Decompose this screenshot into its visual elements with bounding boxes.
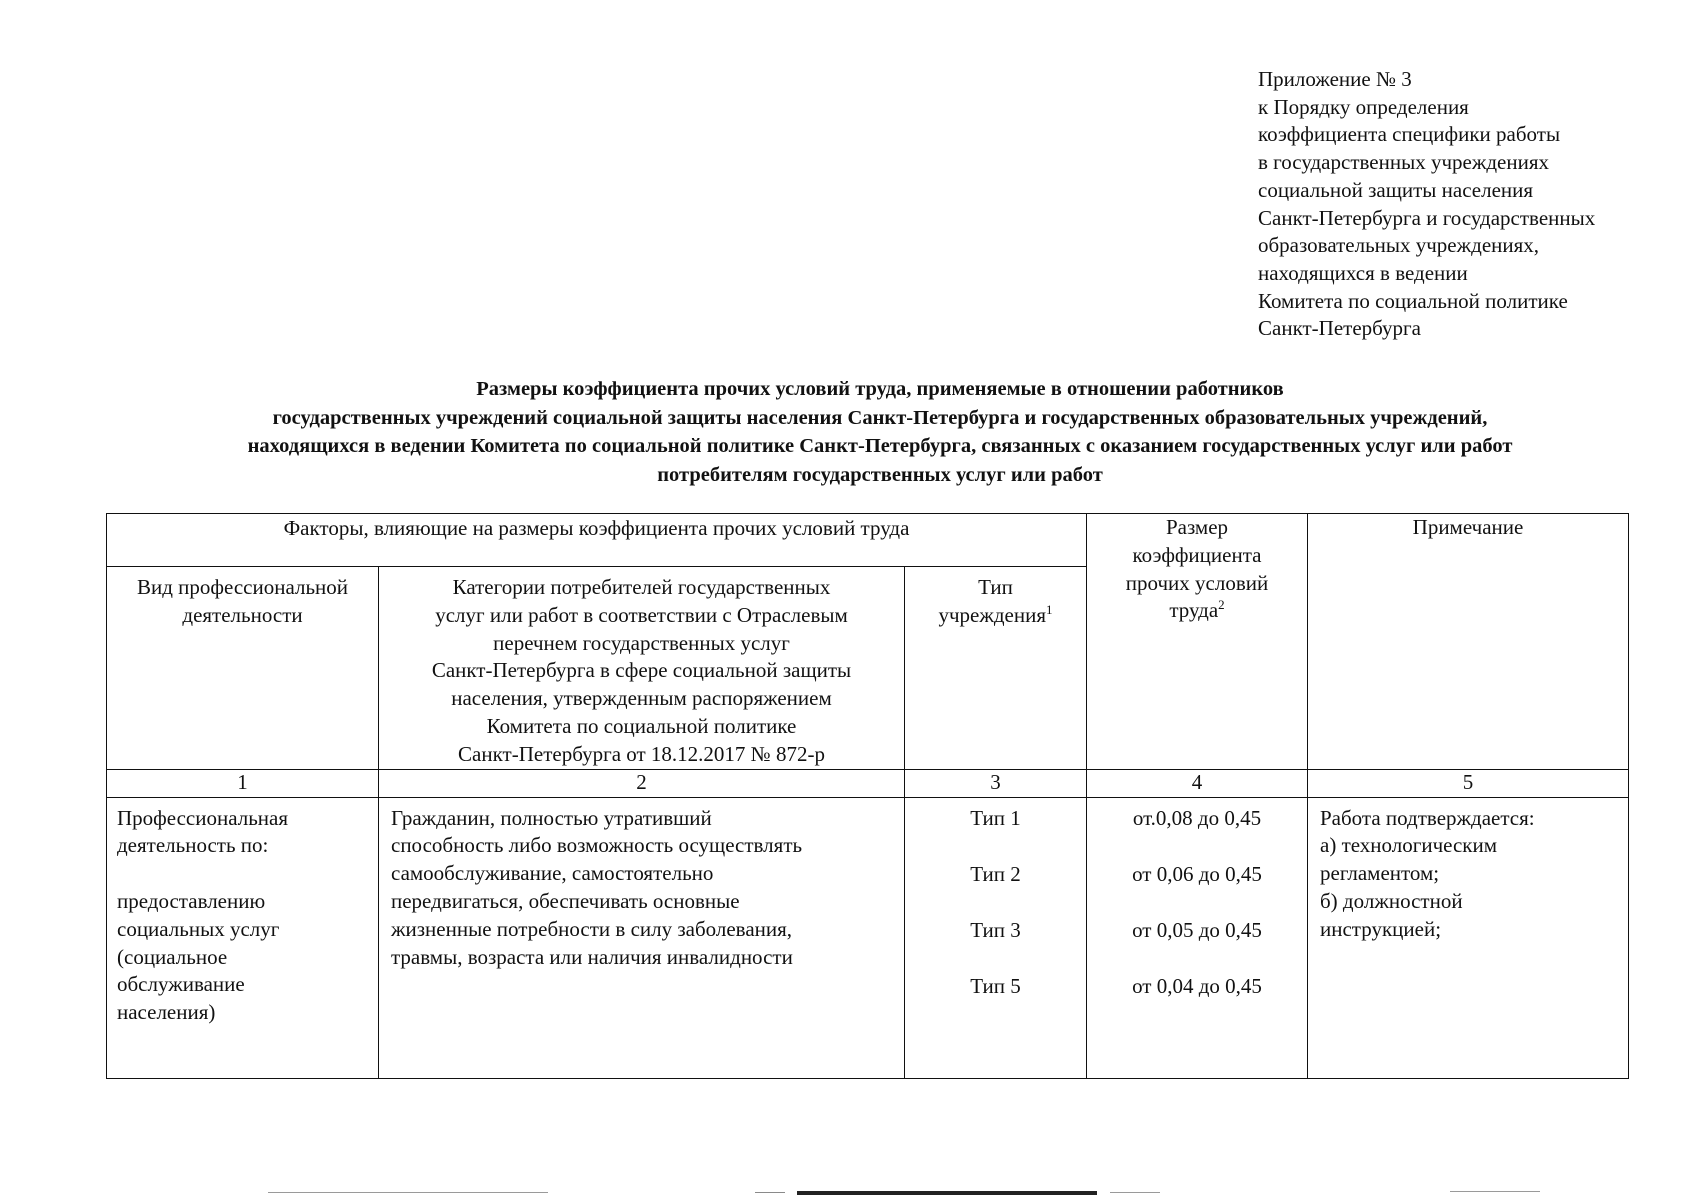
type-spacer xyxy=(905,944,1086,972)
appendix-line: Комитета по социальной политике xyxy=(1258,288,1568,313)
title-line: Размеры коэффициента прочих условий труда, применяемые в отношении работников xyxy=(476,378,1284,400)
activity-line: обслуживание xyxy=(117,972,245,997)
header-factors-cell xyxy=(107,514,1087,567)
header-activity-line: Вид профессиональной xyxy=(136,575,349,599)
scan-mark xyxy=(797,1191,1097,1195)
activity-line: населения) xyxy=(117,1000,216,1025)
column-number-row xyxy=(107,769,1629,797)
appendix-line: к Порядку определения xyxy=(1258,94,1469,119)
activity-cell xyxy=(107,797,379,1078)
header-type-line: Тип xyxy=(978,575,1013,599)
activity-gap xyxy=(117,860,378,888)
coefficient-spacer xyxy=(1087,944,1307,972)
table-row xyxy=(107,797,1629,1078)
header-type-word: учреждения xyxy=(938,602,1047,627)
header-categories-line: Санкт-Петербурга в сфере социальной защиты xyxy=(431,658,852,683)
scan-mark xyxy=(268,1192,548,1193)
column-number: 2 xyxy=(379,769,905,797)
note-line: инструкцией; xyxy=(1320,916,1442,941)
category-line: передвигаться, обеспечивать основные xyxy=(391,888,740,913)
appendix-line: Санкт-Петербурга xyxy=(1258,316,1421,341)
footnote-2-marker: 2 xyxy=(1218,597,1225,613)
category-line: способность либо возможность осуществлять xyxy=(391,833,803,858)
category-cell xyxy=(379,797,905,1078)
note-line: регламентом; xyxy=(1320,861,1440,886)
note-line: Работа подтверждается: xyxy=(1320,805,1535,830)
type-spacer xyxy=(905,888,1086,916)
type-cell xyxy=(905,797,1087,1078)
column-number: 4 xyxy=(1087,769,1308,797)
header-activity-line: деятельности xyxy=(182,602,303,627)
appendix-line: социальной защиты населения xyxy=(1258,177,1534,202)
scan-mark xyxy=(755,1192,785,1193)
type-value: Тип 3 xyxy=(970,917,1021,942)
header-coefficient-word: труда xyxy=(1169,598,1219,623)
scan-mark xyxy=(1450,1191,1540,1192)
title-line: государственных учреждений социальной защиты населения Санкт-Петербурга и государственных образовательных учреждений, xyxy=(272,406,1488,429)
coefficient-spacer xyxy=(1087,888,1307,916)
appendix-line: образовательных учреждениях, xyxy=(1258,233,1540,258)
appendix-line: Санкт-Петербурга и государственных xyxy=(1258,205,1596,230)
coefficient-value: от.0,08 до 0,45 xyxy=(1132,805,1262,830)
coefficient-table xyxy=(106,513,1629,1079)
title-line: находящихся в ведении Комитета по социальной политике Санкт-Петербурга, связанных с оказанием государственных услуг или работ xyxy=(247,435,1513,457)
header-categories-line: Категории потребителей государственных xyxy=(452,575,831,599)
type-value: Тип 2 xyxy=(970,861,1021,886)
appendix-line: Приложение № 3 xyxy=(1258,67,1412,91)
header-coefficient-line: прочих условий xyxy=(1125,570,1269,595)
column-number: 1 xyxy=(107,769,379,797)
note-line: б) должностной xyxy=(1320,888,1463,913)
header-type-line-last xyxy=(905,602,1086,630)
category-line: жизненные потребности в силу заболевания, xyxy=(391,916,793,941)
header-coefficient-line-last xyxy=(1087,597,1307,625)
activity-line: (социальное xyxy=(117,944,228,969)
header-coefficient-cell xyxy=(1087,514,1308,770)
footnote-1-marker: 1 xyxy=(1046,601,1053,617)
activity-line: предоставлению xyxy=(117,888,266,913)
category-line: травмы, возраста или наличия инвалидности xyxy=(391,944,793,969)
title-line: потребителям государственных услуг или работ xyxy=(657,463,1103,486)
coefficient-value: от 0,06 до 0,45 xyxy=(1132,861,1262,886)
header-categories-line: Санкт-Петербурга от 18.12.2017 № 872-р xyxy=(458,741,825,766)
type-value: Тип 5 xyxy=(970,973,1021,998)
header-coefficient-line: Размер xyxy=(1165,515,1229,539)
type-value: Тип 1 xyxy=(970,805,1021,830)
header-note-text: Примечание xyxy=(1412,515,1524,539)
category-line: самообслуживание, самостоятельно xyxy=(391,861,714,886)
header-type-cell xyxy=(905,567,1087,770)
type-spacer xyxy=(905,832,1086,860)
coefficient-value: от 0,04 до 0,45 xyxy=(1132,973,1262,998)
coefficient-cell xyxy=(1087,797,1308,1078)
appendix-block xyxy=(1258,66,1595,343)
column-number: 5 xyxy=(1308,769,1629,797)
scan-artifacts xyxy=(0,1188,1696,1200)
coefficient-value: от 0,05 до 0,45 xyxy=(1132,917,1262,942)
note-line: а) технологическим xyxy=(1320,833,1498,858)
header-activity-cell xyxy=(107,567,379,770)
activity-line: социальных услуг xyxy=(117,916,280,941)
header-categories-cell xyxy=(379,567,905,770)
category-line: Гражданин, полностью утративший xyxy=(391,805,712,830)
note-cell xyxy=(1308,797,1629,1078)
header-coefficient-line: коэффициента xyxy=(1132,542,1262,567)
scan-mark xyxy=(1110,1192,1160,1193)
activity-line: Профессиональная xyxy=(117,805,289,830)
appendix-line: находящихся в ведении xyxy=(1258,260,1468,285)
coefficient-spacer xyxy=(1087,832,1307,860)
header-categories-line: населения, утвержденным распоряжением xyxy=(451,686,832,711)
activity-line: деятельность по: xyxy=(117,833,269,858)
header-categories-line: Комитета по социальной политике xyxy=(486,713,797,738)
header-categories-line: перечнем государственных услуг xyxy=(493,630,790,655)
column-number: 3 xyxy=(905,769,1087,797)
appendix-line: в государственных учреждениях xyxy=(1258,150,1549,175)
header-row-1 xyxy=(107,514,1629,567)
appendix-line: коэффициента специфики работы xyxy=(1258,122,1561,147)
header-factors-text: Факторы, влияющие на размеры коэффициента прочих условий труда xyxy=(283,516,910,540)
document-title xyxy=(100,375,1660,489)
header-categories-line: услуг или работ в соответствии с Отраслевым xyxy=(435,602,848,627)
header-note-cell xyxy=(1308,514,1629,770)
